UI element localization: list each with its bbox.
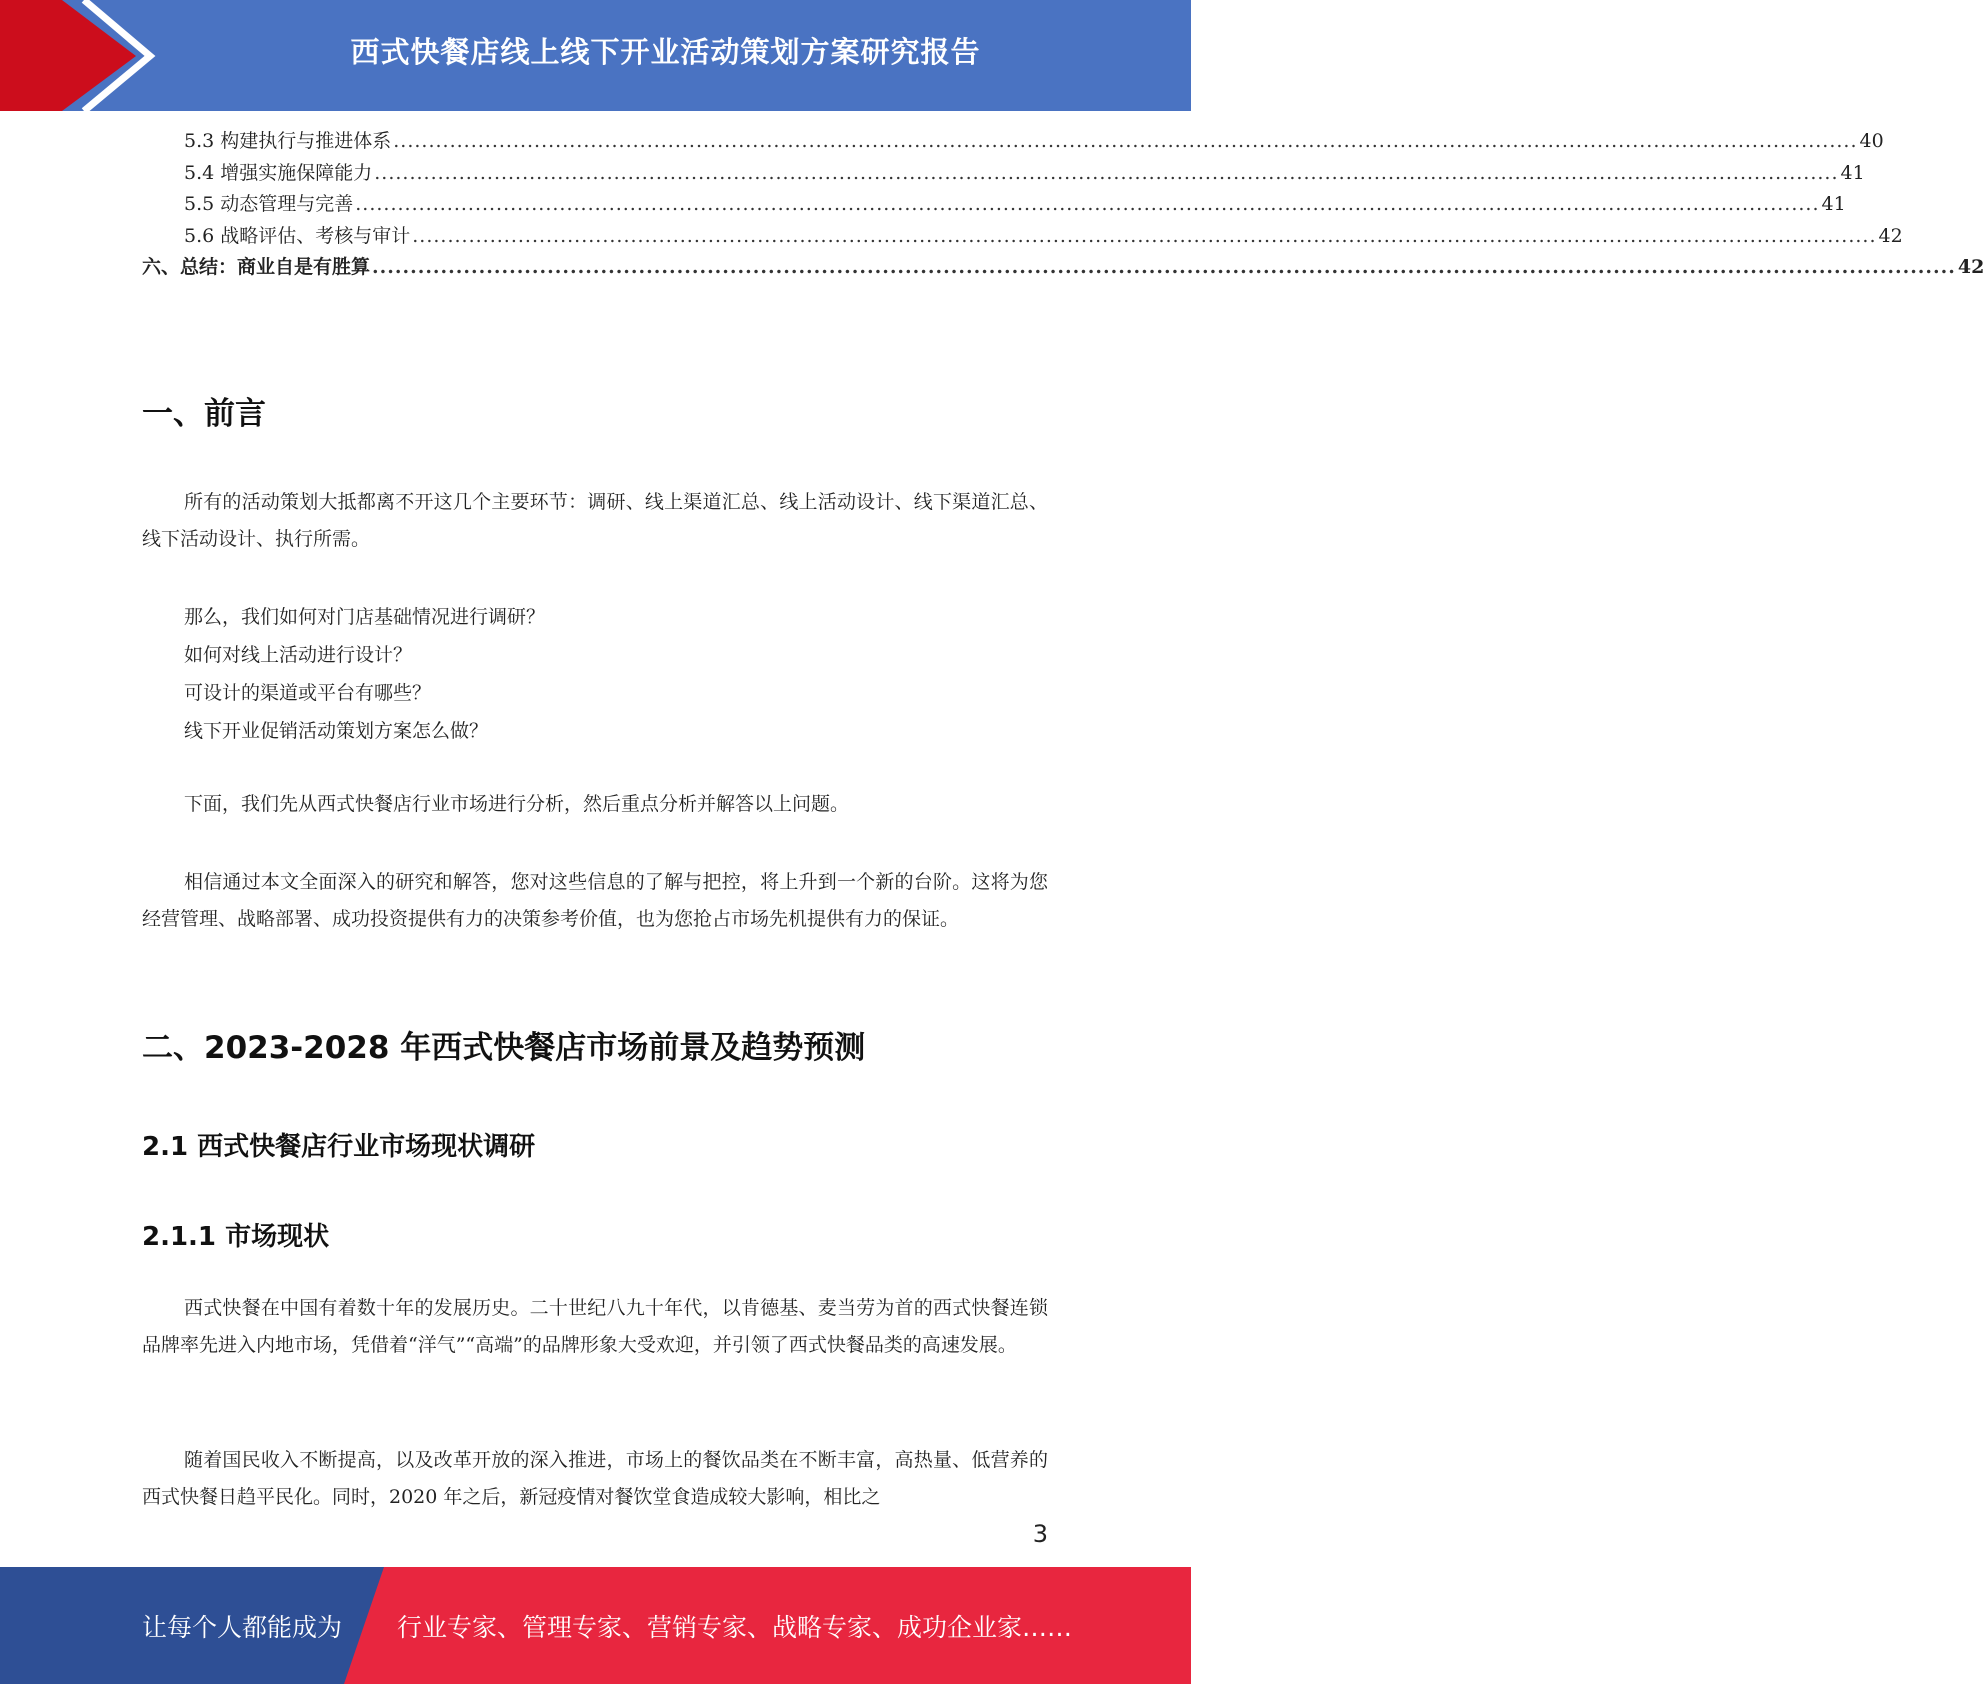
table-of-contents xyxy=(142,126,1984,284)
toc-entry-page: 41 xyxy=(1840,161,1865,184)
subsection-heading: 2.1.1 市场现状 xyxy=(142,1222,330,1252)
preface-paragraph: 下面，我们先从西式快餐店行业市场进行分析，然后重点分析并解答以上问题。 xyxy=(184,793,850,815)
toc-leader-dots: ................................................................................................................................................................................................................ xyxy=(372,256,1956,278)
toc-entry[interactable] xyxy=(142,126,1884,158)
question-item: 那么，我们如何对门店基础情况进行调研？ xyxy=(184,606,546,628)
toc-entry-page: 42 xyxy=(1957,256,1984,278)
page-number: 3 xyxy=(1032,1520,1048,1548)
question-item: 可设计的渠道或平台有哪些？ xyxy=(184,682,432,704)
toc-entry-page: 42 xyxy=(1878,224,1903,247)
toc-leader-dots: ................................................................................................................................................................................................................ xyxy=(374,161,1839,184)
toc-entry[interactable] xyxy=(142,221,1903,253)
toc-entry-page: 41 xyxy=(1821,193,1846,215)
toc-entry-label: 5.6 战略评估、考核与审计 xyxy=(184,224,411,247)
market-heading: 二、2023-2028 年西式快餐店市场前景及趋势预测 xyxy=(142,1030,866,1066)
preface-paragraph: 相信通过本文全面深入的研究和解答，您对这些信息的了解与把控，将上升到一个新的台阶。这将为您经营管理、战略部署、成功投资提供有力的决策参考价值，也为您抢占市场先机提供有力的保证。 xyxy=(142,871,1048,930)
toc-entry-label: 5.3 构建执行与推进体系 xyxy=(184,130,392,152)
toc-leader-dots: ................................................................................................................................................................................................................ xyxy=(355,193,1820,215)
page-header xyxy=(0,0,1191,111)
subsection-heading: 2.1 西式快餐店行业市场现状调研 xyxy=(142,1132,536,1162)
market-paragraph: 随着国民收入不断提高，以及改革开放的深入推进，市场上的餐饮品类在不断丰富，高热量、低营养的西式快餐日趋平民化。同时，2020 年之后，新冠疫情对餐饮堂食造成较大影响，相比之 xyxy=(142,1449,1048,1508)
toc-leader-dots: ................................................................................................................................................................................................................ xyxy=(412,224,1877,247)
footer-slogan-left: 让每个人都能成为 xyxy=(142,1612,343,1642)
toc-entry-label: 六、总结：商业自是有胜算 xyxy=(142,256,371,278)
preface-heading: 一、前言 xyxy=(142,396,266,432)
toc-entry[interactable] xyxy=(142,189,1846,221)
preface-paragraph: 所有的活动策划大抵都离不开这几个主要环节：调研、线上渠道汇总、线上活动设计、线下渠道汇总、线下活动设计、执行所需。 xyxy=(142,491,1048,550)
page-footer xyxy=(0,1567,1191,1684)
question-item: 线下开业促销活动策划方案怎么做？ xyxy=(184,720,489,742)
toc-entry[interactable] xyxy=(142,252,1984,284)
toc-entry-label: 5.4 增强实施保障能力 xyxy=(184,161,373,184)
toc-entry-label: 5.5 动态管理与完善 xyxy=(184,193,354,215)
report-title: 西式快餐店线上线下开业活动策划方案研究报告 xyxy=(350,34,981,69)
market-paragraph: 西式快餐在中国有着数十年的发展历史。二十世纪八九十年代，以肯德基、麦当劳为首的西式快餐连锁品牌率先进入内地市场，凭借着“洋气”“高端”的品牌形象大受欢迎，并引领了西式快餐品类的高速发展。 xyxy=(142,1297,1048,1356)
toc-leader-dots: ................................................................................................................................................................................................................ xyxy=(393,130,1858,152)
toc-entry-page: 40 xyxy=(1859,130,1884,152)
question-item: 如何对线上活动进行设计？ xyxy=(184,644,413,666)
footer-slogan-right: 行业专家、管理专家、营销专家、战略专家、成功企业家…… xyxy=(397,1612,1073,1642)
question-list xyxy=(184,598,1044,750)
toc-entry[interactable] xyxy=(142,158,1865,190)
